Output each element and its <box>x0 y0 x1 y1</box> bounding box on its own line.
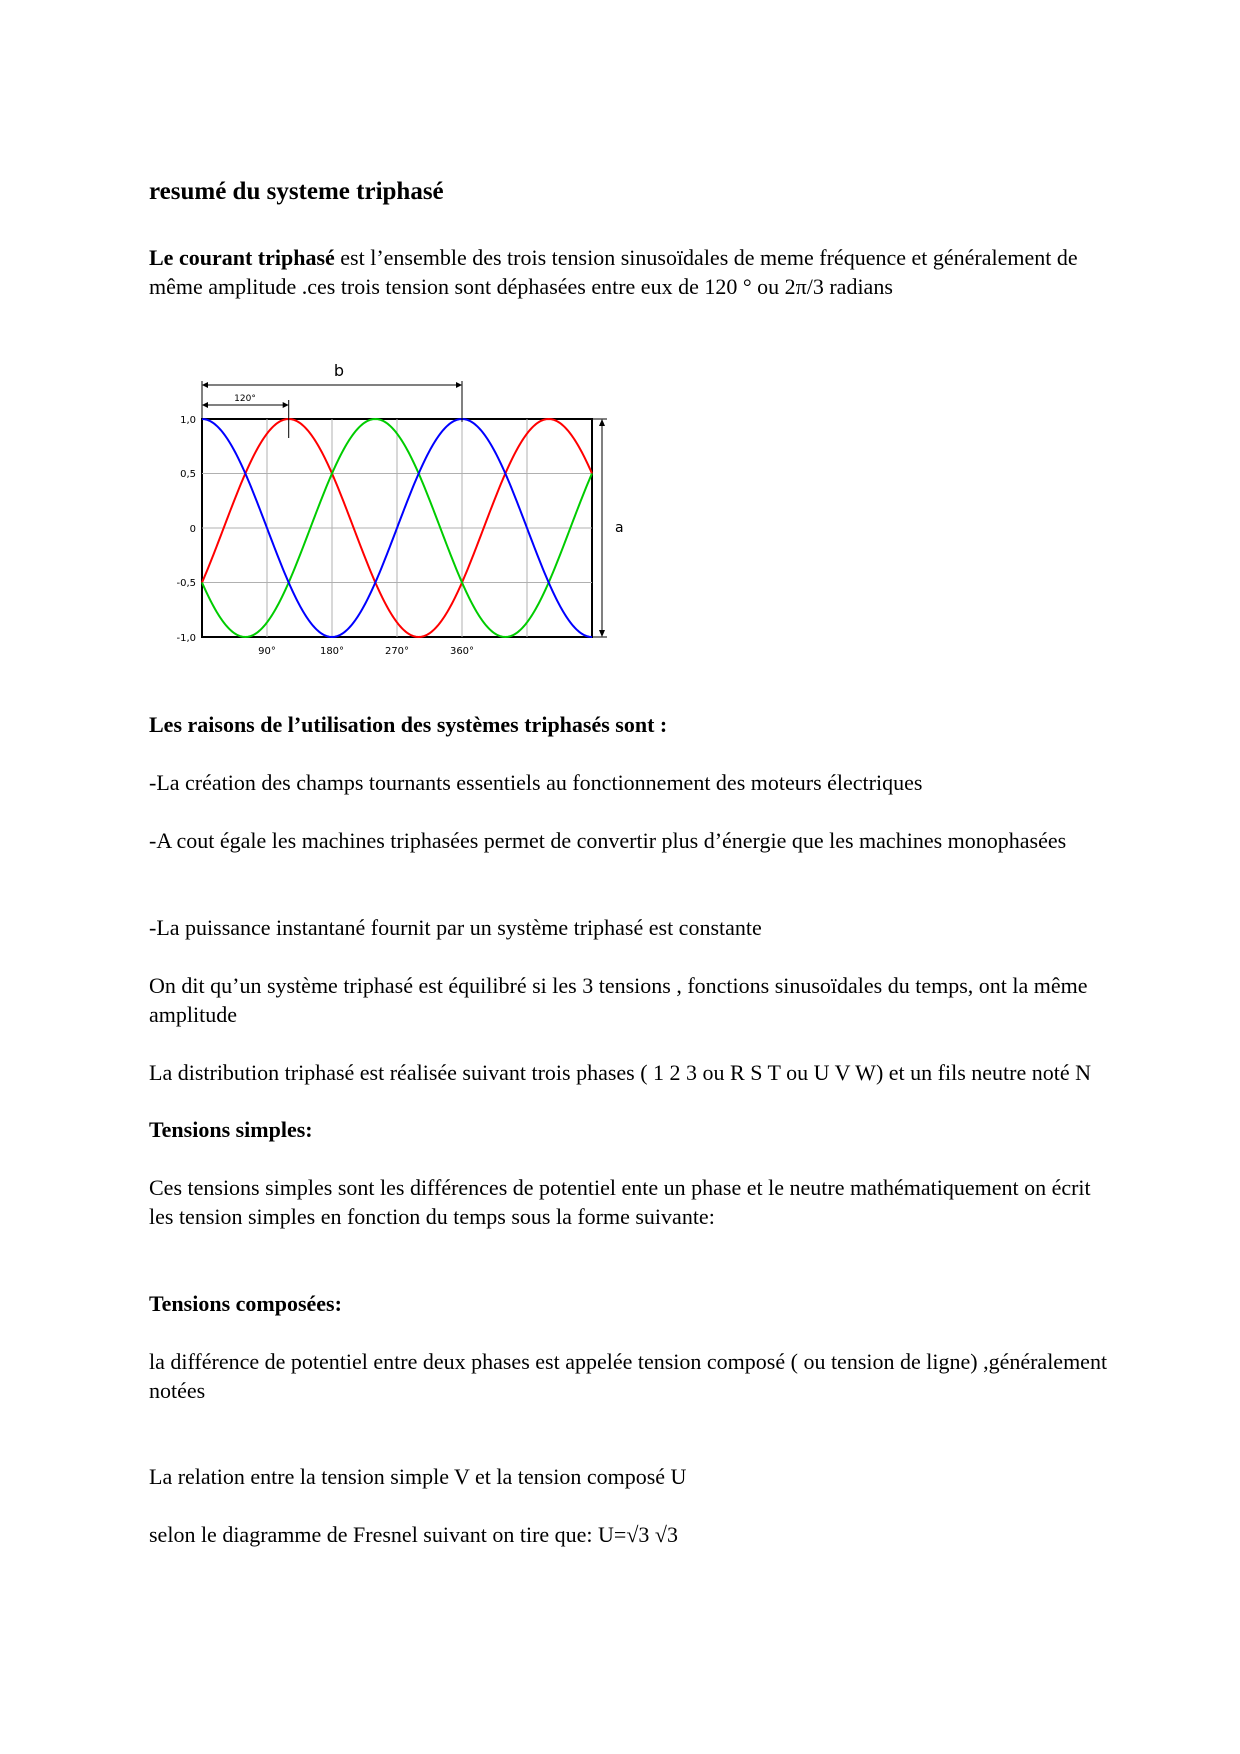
y-tick: 0,5 <box>180 469 196 480</box>
intro-paragraph <box>149 243 1109 301</box>
three-phase-waveform-figure <box>159 360 639 660</box>
distribution-paragraph: La distribution triphasé est réalisée suivant trois phases ( 1 2 3 ou R S T ou U V W) et un fils neutre noté N <box>149 1060 1091 1085</box>
waveform-chart <box>159 360 639 660</box>
reasons-heading: Les raisons de l’utilisation des systèmes triphasés sont : <box>149 712 668 737</box>
y-tick: 1,0 <box>180 415 196 426</box>
relation-paragraph: La relation entre la tension simple V et la tension composé U <box>149 1464 687 1489</box>
reason-item: -La création des champs tournants essentiels au fonctionnement des moteurs électriques <box>149 770 923 795</box>
y-tick: -1,0 <box>176 633 196 644</box>
x-tick: 360° <box>449 646 475 657</box>
simple-heading: Tensions simples: <box>149 1117 313 1142</box>
y-tick: -0,5 <box>176 578 196 589</box>
x-tick: 90° <box>258 646 276 657</box>
intro-bold-term: Le courant triphasé <box>149 245 335 270</box>
fresnel-paragraph: selon le diagramme de Fresnel suivant on tire que: U=√3 √3 <box>149 1522 678 1547</box>
x-tick: 180° <box>319 646 345 657</box>
dimension-a <box>592 419 607 637</box>
y-axis-ticks <box>176 415 196 644</box>
composed-paragraph: la différence de potentiel entre deux phases est appelée tension composé ( ou tension de ligne) ,généralement notées <box>149 1349 1108 1403</box>
document-title: resumé du systeme triphasé <box>149 178 444 205</box>
y-tick: 0 <box>189 524 196 535</box>
label-b: b <box>333 361 345 380</box>
composed-heading: Tensions composées: <box>149 1291 342 1316</box>
intro-text: est l’ensemble des trois tension sinusoïdales de meme fréquence et généralement de même amplitude .ces trois tension sont déphasées entre eux de 120 ° ou 2π/3 radians <box>149 245 1078 299</box>
simple-paragraph: Ces tensions simples sont les différences de potentiel ente un phase et le neutre mathématiquement on écrit les tension simples en fonction du temps sous la forme suivante: <box>149 1175 1091 1229</box>
balanced-paragraph: On dit qu’un système triphasé est équilibré si les 3 tensions , fonctions sinusoïdales du temps, ont la même amplitude <box>149 973 1088 1027</box>
reason-item: -La puissance instantané fournit par un système triphasé est constante <box>149 915 762 940</box>
label-a: a <box>615 520 624 536</box>
x-tick: 270° <box>384 646 410 657</box>
label-120: 120° <box>234 394 256 404</box>
reason-item: -A cout égale les machines triphasées permet de convertir plus d’énergie que les machines monophasées <box>149 828 1067 853</box>
x-axis-ticks <box>258 646 474 657</box>
